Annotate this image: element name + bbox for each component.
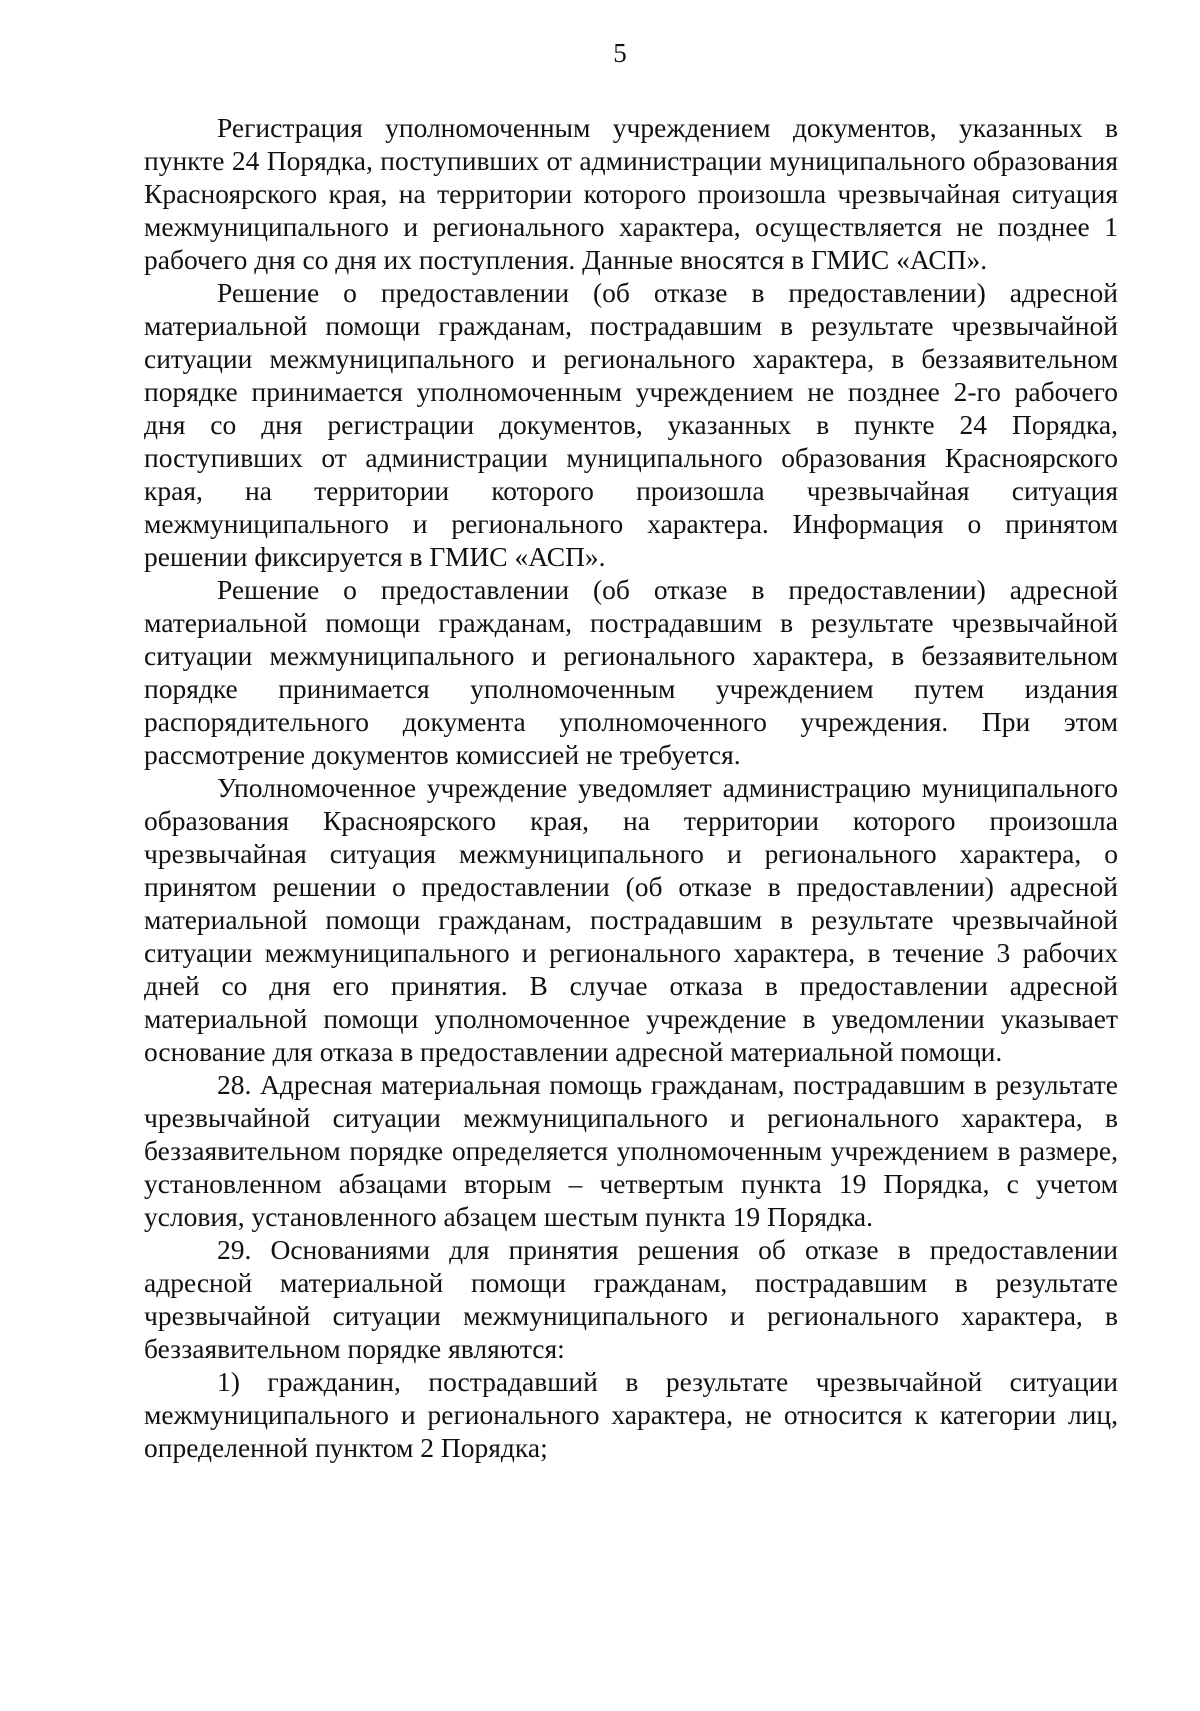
paragraph-decision-deadline: Решение о предоставлении (об отказе в предоставлении) адресной материальной помощи гражданам, пострадавшим в результате чрезвычайной ситуации межмуниципального и регионального характера, в беззаявительном порядке принимается уполномоченным учреждением не позднее 2-го рабочего дня со дня регистрации документов, указанных в пункте 24 Порядка, поступивших от администрации муниципального образования Красноярского края, на территории которого произошла чрезвычайная ситуация межмуниципального и регионального характера. Информация о принятом решении фиксируется в ГМИС «АСП». (144, 277, 1118, 572)
paragraph-item-29: 29. Основаниями для принятия решения об отказе в предоставлении адресной материальной помощи гражданам, пострадавшим в результате чрезвычайной ситуации межмуниципального и регионального характера, в беззаявительном порядке являются: (144, 1234, 1118, 1364)
paragraph-decision-document: Решение о предоставлении (об отказе в предоставлении) адресной материальной помощи гражданам, пострадавшим в результате чрезвычайной ситуации межмуниципального и регионального характера, в беззаявительном порядке принимается уполномоченным учреждением путем издания распорядительного документа уполномоченного учреждения. При этом рассмотрение документов комиссией не требуется. (144, 574, 1118, 770)
paragraph-item-28: 28. Адресная материальная помощь гражданам, пострадавшим в результате чрезвычайной ситуации межмуниципального и регионального характера, в беззаявительном порядке определяется уполномоченным учреждением в размере, установленном абзацами вторым – четвертым пункта 19 Порядка, с учетом условия, установленного абзацем шестым пункта 19 Порядка. (144, 1069, 1118, 1232)
document-body (144, 111, 1118, 1464)
paragraph-subitem-1: 1) гражданин, пострадавший в результате чрезвычайной ситуации межмуниципального и регионального характера, не относится к категории лиц, определенной пунктом 2 Порядка; (144, 1366, 1118, 1463)
paragraph-notification: Уполномоченное учреждение уведомляет администрацию муниципального образования Красноярского края, на территории которого произошла чрезвычайная ситуация межмуниципального и регионального характера, о принятом решении о предоставлении (об отказе в предоставлении) адресной материальной помощи гражданам, пострадавшим в результате чрезвычайной ситуации межмуниципального и регионального характера, в течение 3 рабочих дней со дня его принятия. В случае отказа в предоставлении адресной материальной помощи уполномоченное учреждение в уведомлении указывает основание для отказа в предоставлении адресной материальной помощи. (144, 772, 1118, 1067)
paragraph-registration: Регистрация уполномоченным учреждением документов, указанных в пункте 24 Порядка, поступивших от администрации муниципального образования Красноярского края, на территории которого произошла чрезвычайная ситуация межмуниципального и регионального характера, осуществляется не позднее 1 рабочего дня со дня их поступления. Данные вносятся в ГМИС «АСП». (144, 112, 1118, 275)
page-number: 5 (613, 38, 627, 68)
